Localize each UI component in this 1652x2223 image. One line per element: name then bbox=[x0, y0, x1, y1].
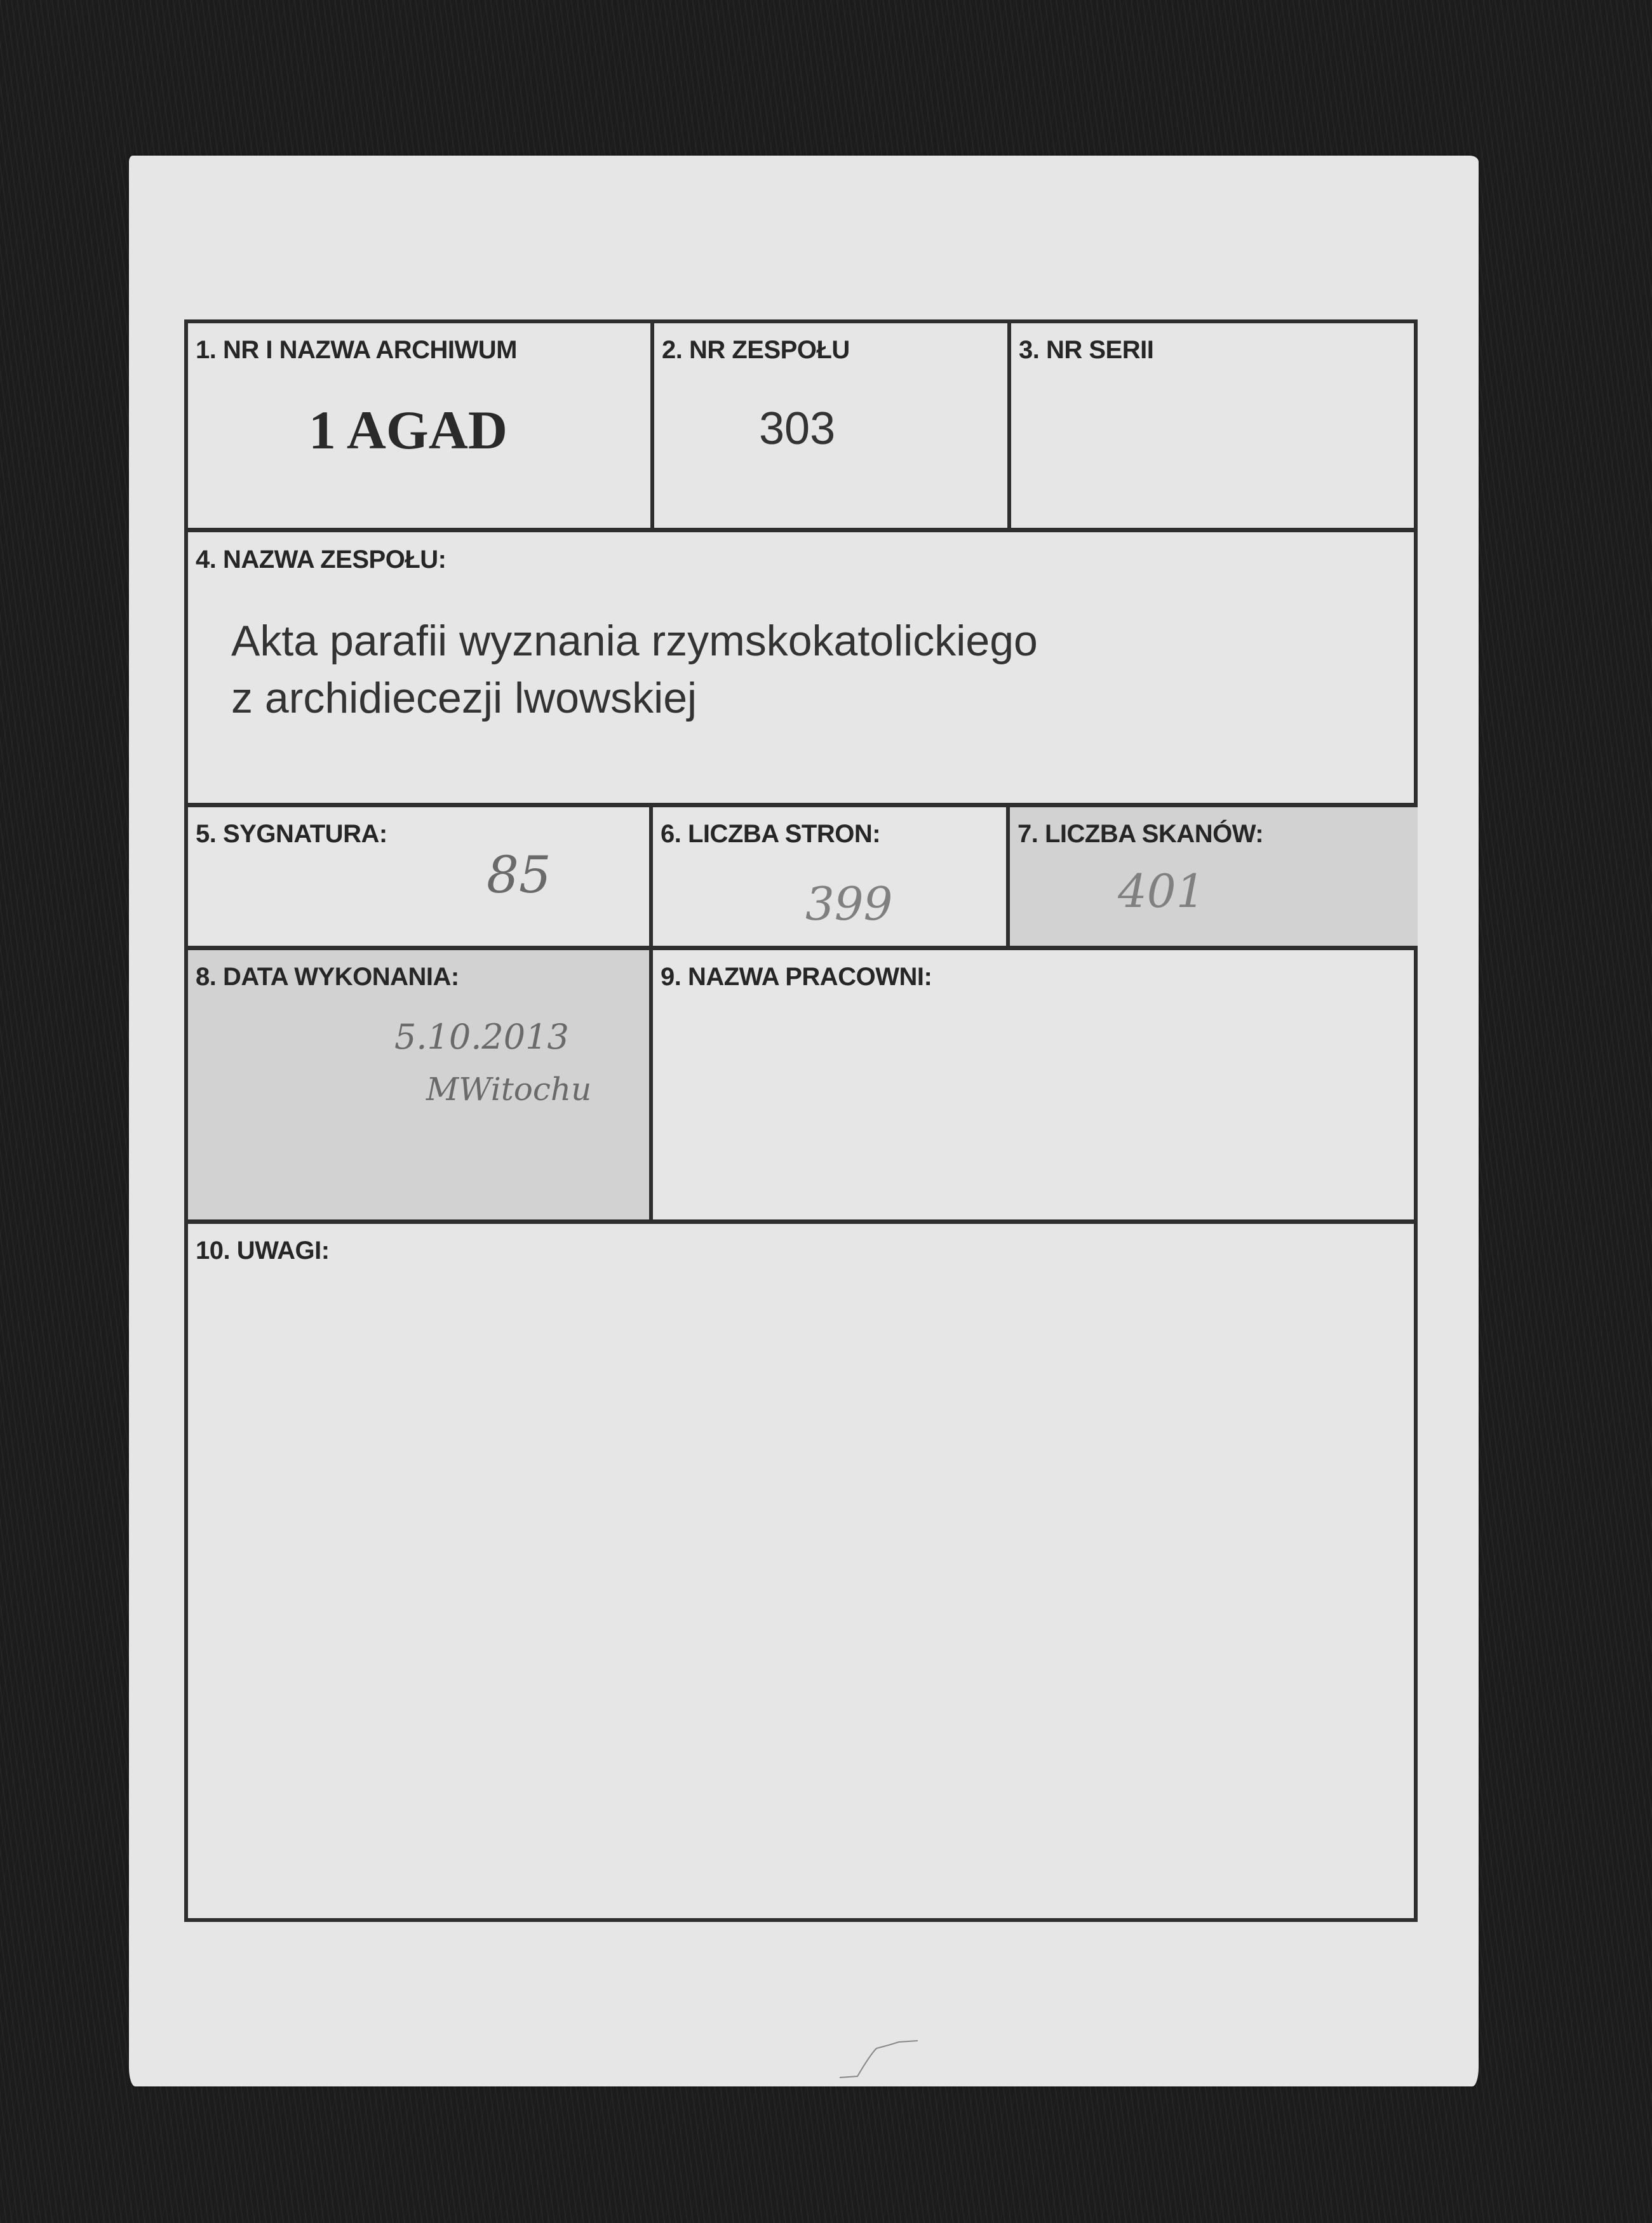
cell-fonds-number bbox=[654, 323, 1007, 528]
notes-label: 10. UWAGI: bbox=[196, 1237, 330, 1265]
signature-value: 85 bbox=[487, 845, 551, 904]
scan-count-value: 401 bbox=[1118, 864, 1205, 918]
rule-col-2a bbox=[1007, 323, 1011, 528]
rule-col-1c bbox=[649, 950, 653, 1219]
signature-label: 5. SYGNATURA: bbox=[196, 820, 387, 848]
cell-notes bbox=[188, 1224, 1418, 1918]
scan-count-label: 7. LICZBA SKANÓW: bbox=[1017, 820, 1264, 848]
rule-row-2 bbox=[188, 803, 1418, 807]
rule-col-2b bbox=[1006, 807, 1010, 946]
fonds-number-value: 303 bbox=[759, 403, 836, 454]
rule-row-4 bbox=[188, 1219, 1418, 1224]
rule-col-1b bbox=[649, 807, 653, 946]
pencil-mark bbox=[838, 2029, 927, 2080]
page-count-label: 6. LICZBA STRON: bbox=[661, 820, 881, 848]
archive-label: 1. NR I NAZWA ARCHIWUM bbox=[196, 336, 517, 364]
cell-signature bbox=[188, 807, 649, 946]
cell-archive bbox=[188, 323, 650, 528]
rule-col-1a bbox=[650, 323, 654, 528]
fonds-name-line-1: Akta parafii wyznania rzymskokatolickiego bbox=[231, 617, 1038, 665]
fonds-name-line-2: z archidiecezji lwowskiej bbox=[231, 674, 697, 722]
fonds-name-label: 4. NAZWA ZESPOŁU: bbox=[196, 546, 447, 574]
scan-card-form bbox=[184, 319, 1418, 1922]
cell-scan-count bbox=[1010, 807, 1418, 946]
cell-fonds-name bbox=[188, 533, 1418, 803]
page-count-value: 399 bbox=[805, 877, 893, 930]
fonds-name-value bbox=[231, 612, 1038, 727]
series-number-label: 3. NR SERII bbox=[1019, 336, 1154, 364]
date-value: 5.10.2013 bbox=[394, 1017, 569, 1057]
cell-series-number bbox=[1011, 323, 1418, 528]
rule-row-3 bbox=[188, 946, 1418, 950]
cell-date bbox=[188, 950, 649, 1219]
operator-signature: MWitochu bbox=[426, 1071, 592, 1108]
rule-row-1 bbox=[188, 528, 1418, 532]
fonds-number-label: 2. NR ZESPOŁU bbox=[662, 336, 850, 364]
cell-workshop bbox=[653, 950, 1418, 1219]
workshop-label: 9. NAZWA PRACOWNI: bbox=[661, 963, 932, 991]
archive-value: 1 AGAD bbox=[309, 400, 507, 460]
cell-page-count bbox=[653, 807, 1006, 946]
date-label: 8. DATA WYKONANIA: bbox=[196, 963, 459, 991]
